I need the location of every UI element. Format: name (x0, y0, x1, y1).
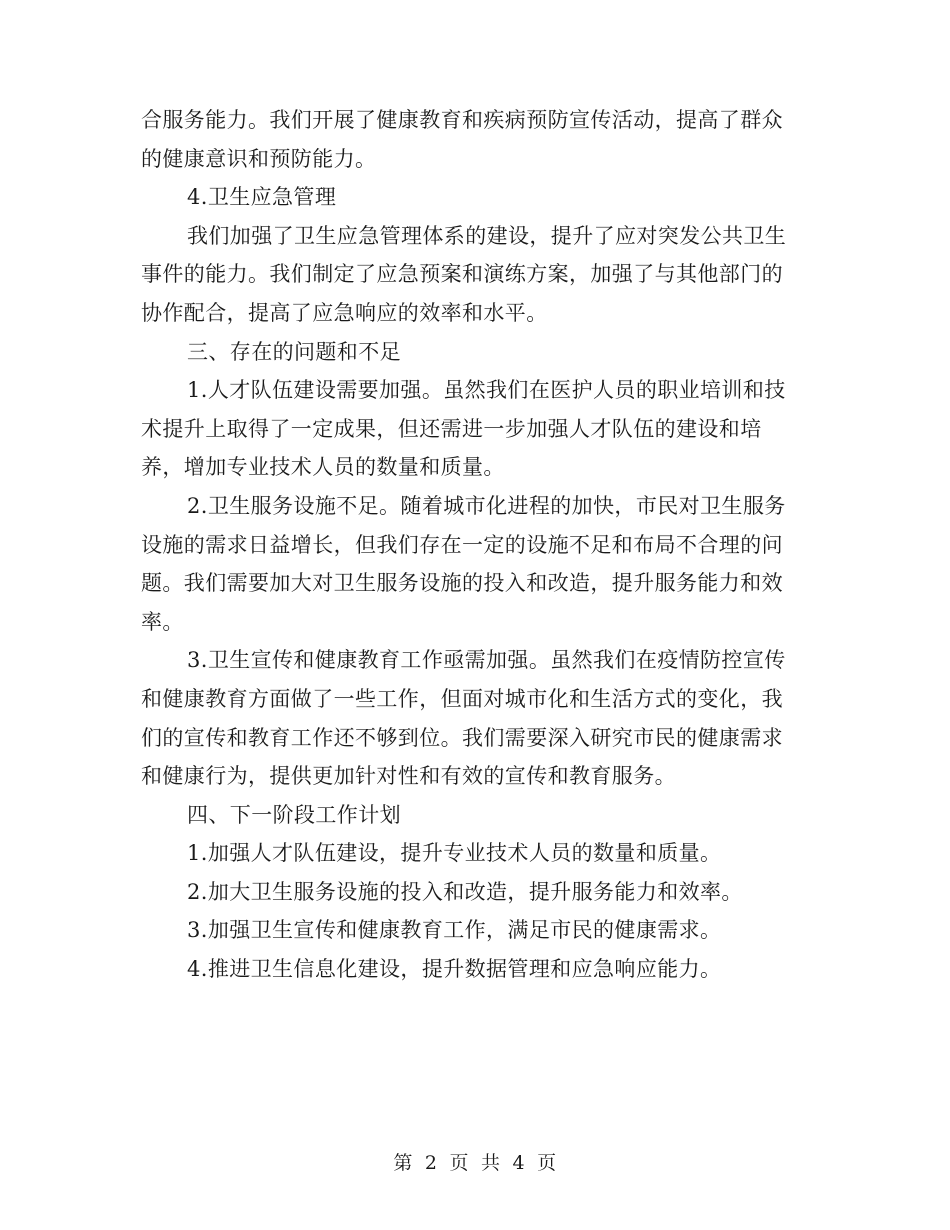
text-line: 3.加强卫生宣传和健康教育工作，满足市民的健康需求。 (187, 918, 722, 943)
footer-suffix: 页 (537, 1152, 557, 1174)
footer-prefix: 第 (393, 1152, 413, 1174)
text-line: 们的宣传和教育工作还不够到位。我们需要深入研究市民的健康需求 (141, 725, 783, 750)
text-line: 设施的需求日益增长，但我们存在一定的设施不足和布局不合理的问 (141, 532, 783, 557)
text-line: 三、存在的问题和不足 (187, 339, 401, 364)
text-line: 合服务能力。我们开展了健康教育和疾病预防宣传活动，提高了群众 (141, 108, 783, 132)
text-line: 4.推进卫生信息化建设，提升数据管理和应急响应能力。 (187, 957, 722, 982)
text-line: 3.卫生宣传和健康教育工作亟需加强。虽然我们在疫情防控宣传 (187, 648, 786, 673)
text-line: 协作配合，提高了应急响应的效率和水平。 (141, 300, 548, 325)
text-line: 1.加强人才队伍建设，提升专业技术人员的数量和质量。 (187, 841, 722, 866)
document-body (141, 101, 806, 989)
text-line: 率。 (141, 609, 184, 634)
text-line: 养，增加专业技术人员的数量和质量。 (141, 455, 505, 480)
footer-page-word: 页 (449, 1152, 469, 1174)
text-line: 和健康行为，提供更加针对性和有效的宣传和教育服务。 (141, 764, 676, 789)
text-line: 和健康教育方面做了一些工作，但面对城市化和生活方式的变化，我 (141, 686, 783, 711)
page-footer (0, 1148, 950, 1175)
footer-total-pages: 4 (512, 1152, 526, 1174)
text-line: 2.卫生服务设施不足。随着城市化进程的加快，市民对卫生服务 (187, 493, 786, 518)
footer-total-word: 共 (481, 1152, 501, 1174)
text-line: 术提升上取得了一定成果，但还需进一步加强人才队伍的建设和培 (141, 416, 762, 441)
text-line: 题。我们需要加大对卫生服务设施的投入和改造，提升服务能力和效 (141, 571, 783, 596)
text-line: 1.人才队伍建设需要加强。虽然我们在医护人员的职业培训和技 (187, 378, 786, 403)
text-line: 2.加大卫生服务设施的投入和改造，提升服务能力和效率。 (187, 879, 743, 904)
text-line: 事件的能力。我们制定了应急预案和演练方案，加强了与其他部门的 (141, 262, 783, 287)
text-line: 我们加强了卫生应急管理体系的建设，提升了应对突发公共卫生 (187, 223, 787, 248)
footer-current-page: 2 (424, 1152, 438, 1174)
text-line: 4.卫生应急管理 (187, 185, 337, 210)
text-line: 的健康意识和预防能力。 (141, 146, 377, 171)
text-line: 四、下一阶段工作计划 (187, 802, 401, 827)
